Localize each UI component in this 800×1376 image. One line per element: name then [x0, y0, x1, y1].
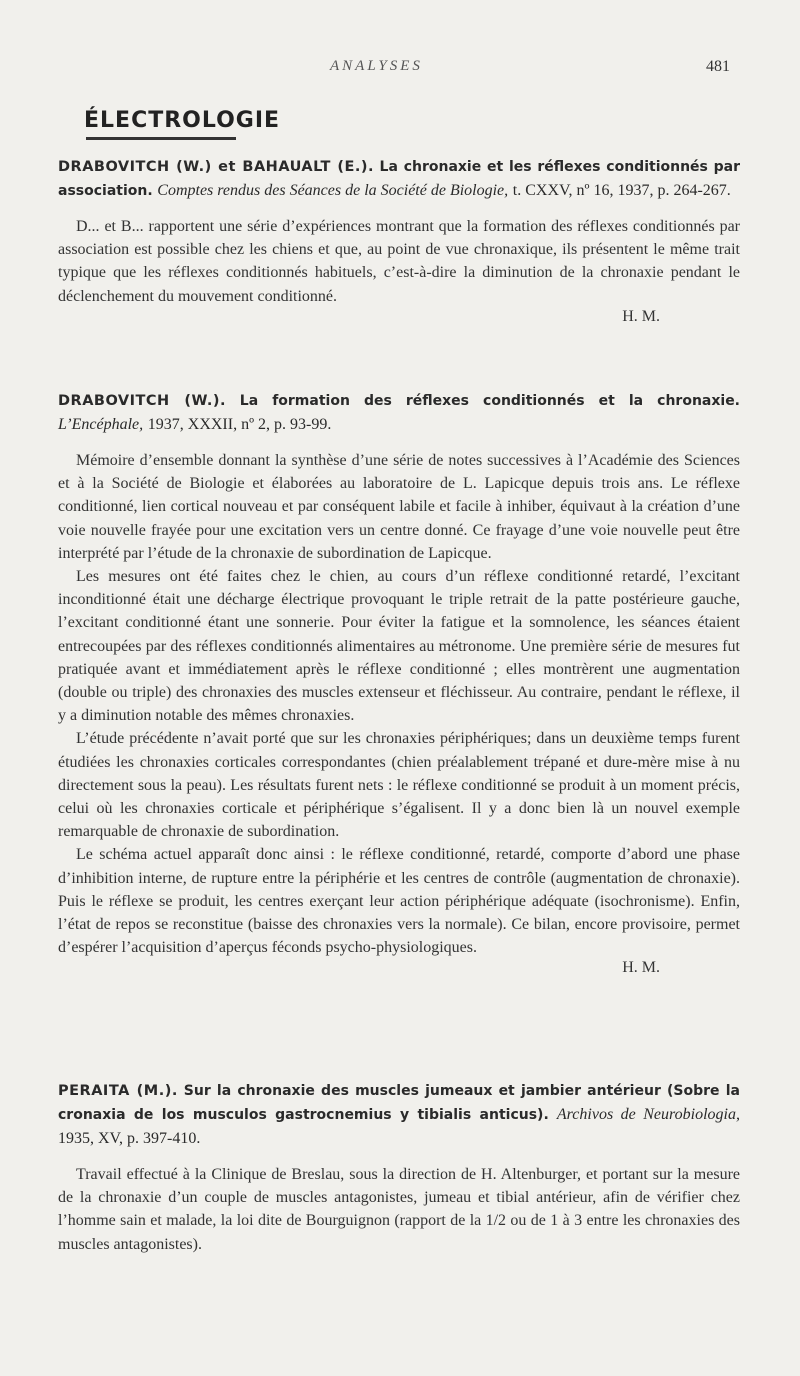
reference-title: La chronaxie et les réflexes conditionnés par association. — [58, 159, 741, 199]
abstract-paragraph: D... et B... rapportent une série d’expériences montrant que la formation des réflexes conditionnés par association est possible chez les chiens et que, au point de vue chronaxique, ils présentent le même trait typique que les réflexes conditionnés habituels, c’est-à-dire la diminution de la chronaxie pendant le déclenchement du mouvement conditionné. — [58, 218, 740, 305]
reference-source: Archivos de Neurobiologia, — [556, 1106, 741, 1123]
abstract-entry-3 — [58, 1080, 740, 1256]
abstract-paragraph: Mémoire d’ensemble donnant la synthèse d’une série de notes successives à l’Académie des Sciences et à la Société de Biologie et élaborées au laboratoire de L. Lapicque depuis trois ans. Le réflexe conditionné, lien cortical nouveau et par conséquent labile et facile à inhiber, équivaut à la création d’une voie nouvelle frayée pour une excitation vers un centre donné. Ce frayage d’une voie nouvelle peut être interprété par l’étude de la chronaxie de subordination de Lapicque. — [58, 452, 740, 562]
abstract-entry-1 — [58, 156, 740, 331]
reference-title: Sur la chronaxie des muscles jumeaux et jambier antérieur (Sobre la cronaxia de los musculos gastrocnemius y tibialis anticus). — [58, 1083, 740, 1123]
reference-author: DRABOVITCH (W.) et BAHAUALT (E.). — [58, 159, 375, 175]
reference-author: DRABOVITCH (W.). — [58, 393, 226, 409]
abstract-paragraph: Les mesures ont été faites chez le chien, au cours d’un réflexe conditionné retardé, l’excitant inconditionné était une décharge électrique provoquant le triple retrait de la patte postérieure gauche, l’excitant conditionné étant une sonnerie. Pour éviter la fatigue et la somnolence, les séances étaient entrecoupées par des réflexes conditionnés alimentaires au métronome. Une première série de mesures fut pratiquée avant et immédiatement après le réflexe conditionné ; elles montrèrent une augmentation (double ou triple) des chronaxies des muscles extenseur et fléchisseur. Au contraire, pendant le réflexe, il y a diminution notable des mêmes chronaxies. — [58, 568, 740, 725]
reference-source: Comptes rendus des Séances de la Société de Biologie, — [157, 182, 509, 199]
reference-details: t. CXXV, nº 16, 1937, p. 264-267. — [512, 182, 731, 199]
signature: H. M. — [622, 307, 660, 325]
running-title: ANALYSES — [330, 58, 423, 74]
abstract-paragraph: L’étude précédente n’avait porté que sur les chronaxies périphériques; dans un deuxième temps furent étudiées les chronaxies corticales correspondantes (chien préalablement trépané et dure-mère mise à nu directement sous la peau). Les résultats furent nets : le réflexe conditionné se produit à un moment précis, celui où les chronaxies corticale et périphérique s’égalisent. Il y a donc bien là un nouvel exemple remarquable de chronaxie de subordination. — [58, 730, 740, 841]
page-number: 481 — [706, 58, 730, 75]
abstract-entry-2 — [58, 390, 740, 982]
signature: H. M. — [622, 959, 660, 977]
reference — [58, 156, 740, 203]
reference-details: 1935, XV, p. 397-410. — [58, 1130, 201, 1147]
reference-details: 1937, XXXII, nº 2, p. 93-99. — [147, 416, 332, 433]
reference-source: L’Encéphale, — [58, 416, 144, 433]
section-title: ÉLECTROLOGIE — [84, 108, 281, 133]
abstract-paragraph: Le schéma actuel apparaît donc ainsi : le réflexe conditionné, retardé, comporte d’abord une phase d’inhibition interne, de rupture entre la périphérie et les centres de contrôle (augmentation de chronaxie). Puis le réflexe se produit, les centres exerçant leur action périphérique adéquate (isochronisme). Enfin, l’état de repos se reconstitue (baisse des chronaxies vers la normale). Ce bilan, encore provisoire, permet d’espérer l’acquisition d’aperçus féconds psycho-physiologiques. — [58, 846, 740, 957]
running-head — [0, 58, 800, 80]
abstract-paragraph: Travail effectué à la Clinique de Breslau, sous la direction de H. Altenburger, et portant sur la mesure de la chronaxie d’un couple de muscles antagonistes, jumeau et tibial antérieur, afin de vérifier chez l’homme sain et malade, la loi dite de Bourguignon (rapport de la 1/2 ou de 1 à 3 entre les chronaxies des muscles antagonistes). — [58, 1166, 740, 1253]
reference — [58, 390, 740, 437]
reference — [58, 1080, 740, 1151]
section-underline — [86, 137, 236, 140]
reference-title: La formation des réflexes conditionnés et la chronaxie. — [239, 393, 741, 409]
reference-author: PERAITA (M.). — [58, 1083, 178, 1099]
